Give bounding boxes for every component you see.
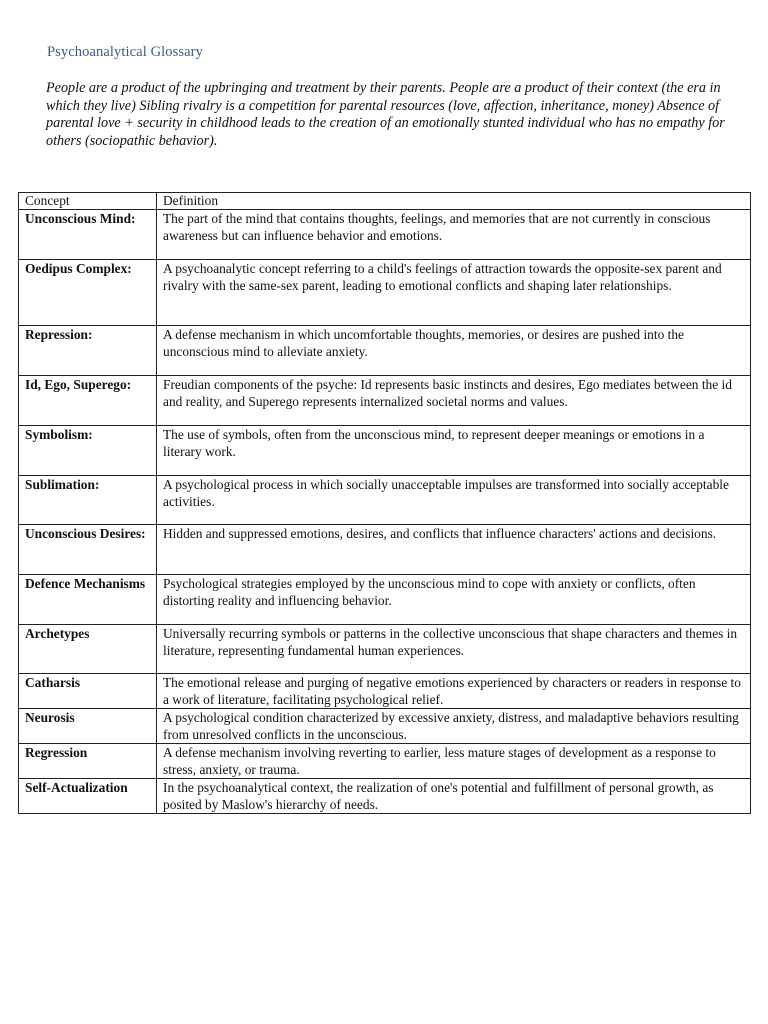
- table-header-row: [19, 193, 751, 210]
- concept-cell: Archetypes: [19, 625, 157, 674]
- definition-cell: The part of the mind that contains thoughts, feelings, and memories that are not currently in conscious awareness but can influence behavior and emotions.: [157, 210, 751, 260]
- definition-cell: A psychoanalytic concept referring to a child's feelings of attraction towards the opposite-sex parent and rivalry with the same-sex parent, leading to emotional conflicts and shaping later relationships.: [157, 260, 751, 326]
- document-title: Psychoanalytical Glossary: [47, 44, 203, 60]
- definition-cell: Hidden and suppressed emotions, desires, and conflicts that influence characters' actions and decisions.: [157, 525, 751, 575]
- definition-cell: A psychological condition characterized by excessive anxiety, distress, and maladaptive behaviors resulting from unresolved conflicts in the unconscious.: [157, 709, 751, 744]
- concept-cell: Symbolism:: [19, 426, 157, 476]
- concept-cell: Defence Mechanisms: [19, 575, 157, 625]
- table-row: [19, 674, 751, 709]
- table-row: [19, 779, 751, 814]
- table-row: [19, 476, 751, 525]
- table-row: [19, 260, 751, 326]
- table-row: [19, 426, 751, 476]
- concept-cell: Neurosis: [19, 709, 157, 744]
- table-row: [19, 575, 751, 625]
- table-row: [19, 625, 751, 674]
- definition-cell: In the psychoanalytical context, the realization of one's potential and fulfillment of personal growth, as posited by Maslow's hierarchy of needs.: [157, 779, 751, 814]
- concept-cell: Id, Ego, Superego:: [19, 376, 157, 426]
- table-row: [19, 210, 751, 260]
- definition-cell: Universally recurring symbols or patterns in the collective unconscious that shape characters and themes in literature, representing fundamental human experiences.: [157, 625, 751, 674]
- concept-cell: Unconscious Mind:: [19, 210, 157, 260]
- header-concept: Concept: [19, 193, 157, 210]
- definition-cell: The emotional release and purging of negative emotions experienced by characters or readers in response to a work of literature, facilitating psychological relief.: [157, 674, 751, 709]
- definition-cell: The use of symbols, often from the unconscious mind, to represent deeper meanings or emotions in a literary work.: [157, 426, 751, 476]
- concept-cell: Regression: [19, 744, 157, 779]
- concept-cell: Catharsis: [19, 674, 157, 709]
- definition-cell: A defense mechanism involving reverting to earlier, less mature stages of development as a response to stress, anxiety, or trauma.: [157, 744, 751, 779]
- table-row: [19, 376, 751, 426]
- table-row: [19, 709, 751, 744]
- definition-cell: Freudian components of the psyche: Id represents basic instincts and desires, Ego mediates between the id and reality, and Superego represents internalized societal norms and values.: [157, 376, 751, 426]
- concept-cell: Unconscious Desires:: [19, 525, 157, 575]
- concept-cell: Self-Actualization: [19, 779, 157, 814]
- concept-cell: Oedipus Complex:: [19, 260, 157, 326]
- table-row: [19, 525, 751, 575]
- concept-cell: Repression:: [19, 326, 157, 376]
- header-definition: Definition: [157, 193, 751, 210]
- concept-cell: Sublimation:: [19, 476, 157, 525]
- intro-paragraph: People are a product of the upbringing and treatment by their parents. People are a product of their context (the era in which they live) Sibling rivalry is a competition for parental resources (love, affection, inheritance, money) Absence of parental love + security in childhood leads to the creation of an emotionally stunted individual who has no empathy for others (sociopathic behavior).: [46, 80, 725, 149]
- definition-cell: A defense mechanism in which uncomfortable thoughts, memories, or desires are pushed into the unconscious mind to alleviate anxiety.: [157, 326, 751, 376]
- definition-cell: A psychological process in which socially unacceptable impulses are transformed into socially acceptable activities.: [157, 476, 751, 525]
- table-row: [19, 326, 751, 376]
- definition-cell: Psychological strategies employed by the unconscious mind to cope with anxiety or conflicts, often distorting reality and influencing behavior.: [157, 575, 751, 625]
- glossary-table: [18, 192, 751, 814]
- table-row: [19, 744, 751, 779]
